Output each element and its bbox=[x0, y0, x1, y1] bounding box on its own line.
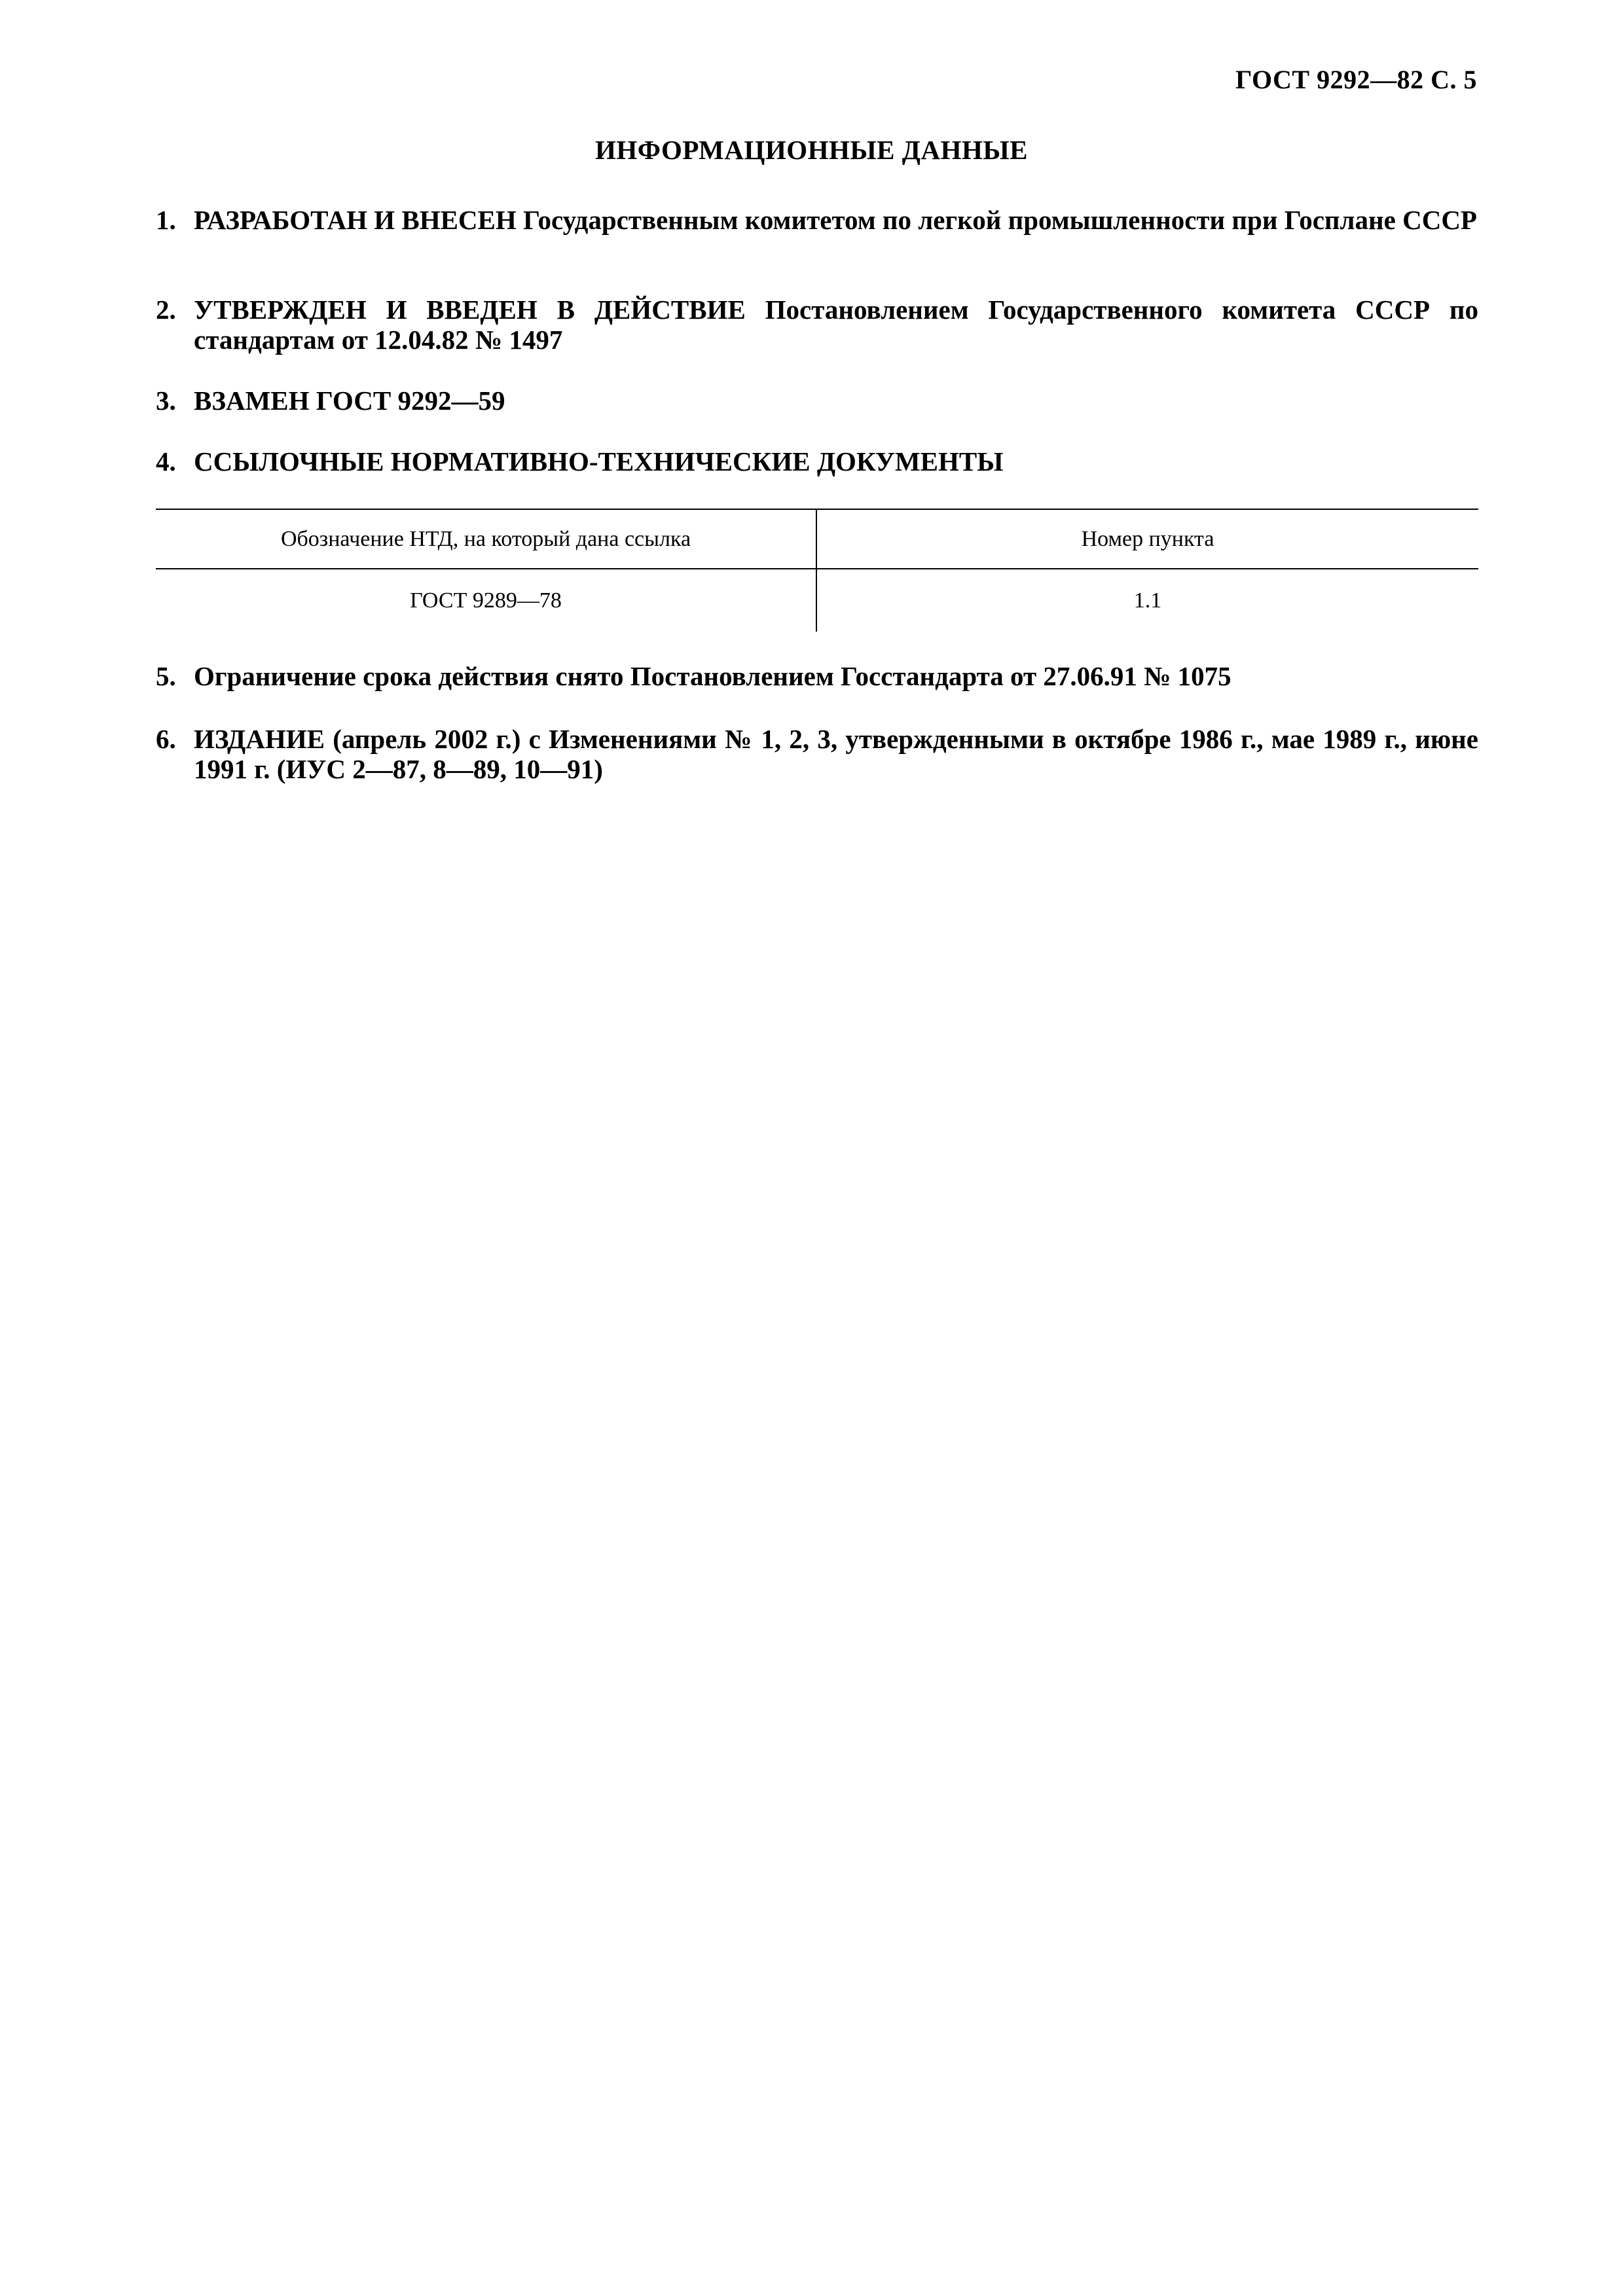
info-item-4 bbox=[156, 446, 1478, 476]
item-text: ИЗДАНИЕ (апрель 2002 г.) с Изменениями № 1, 2, 3, утвержденными в октябре 1986 г., мае 1989 г., июне 1991 г. (ИУС 2—87, 8—89, 10—91) bbox=[194, 724, 1478, 784]
table-cell-clause: 1.1 bbox=[1133, 588, 1162, 613]
info-item-1 bbox=[156, 205, 1478, 235]
item-text: Ограничение срока действия снято Постановлением Госстандарта от 27.06.91 № 1075 bbox=[194, 661, 1231, 691]
table-row bbox=[156, 569, 1478, 632]
section-title: ИНФОРМАЦИОННЫЕ ДАННЫЕ bbox=[595, 135, 1028, 165]
item-number: 3. bbox=[156, 386, 176, 416]
info-item-5 bbox=[156, 661, 1478, 691]
info-item-2 bbox=[156, 295, 1478, 355]
item-number: 6. bbox=[156, 724, 176, 754]
item-text: УТВЕРЖДЕН И ВВЕДЕН В ДЕЙСТВИЕ Постановлением Государственного комитета СССР по стандартам от 12.04.82 № 1497 bbox=[194, 295, 1478, 355]
item-number: 1. bbox=[156, 205, 176, 235]
item-text: РАЗРАБОТАН И ВНЕСЕН Государственным комитетом по легкой промышленности при Госплане СССР bbox=[194, 205, 1477, 235]
item-number: 2. bbox=[156, 295, 176, 325]
item-text: ССЫЛОЧНЫЕ НОРМАТИВНО-ТЕХНИЧЕСКИЕ ДОКУМЕНТЫ bbox=[194, 446, 1004, 476]
item-text: ВЗАМЕН ГОСТ 9292—59 bbox=[194, 386, 505, 416]
table-header-row bbox=[156, 509, 1478, 569]
info-item-3 bbox=[156, 386, 1478, 416]
column-header-document: Обозначение НТД, на который дана ссылка bbox=[156, 509, 816, 569]
page-header: ГОСТ 9292—82 С. 5 bbox=[1235, 65, 1477, 94]
table-cell-document: ГОСТ 9289—78 bbox=[156, 569, 816, 632]
reference-documents-table bbox=[156, 509, 1478, 632]
info-item-6 bbox=[156, 724, 1478, 784]
item-number: 4. bbox=[156, 446, 176, 476]
item-number: 5. bbox=[156, 661, 176, 691]
column-header-clause: Номер пункта bbox=[816, 509, 1478, 569]
